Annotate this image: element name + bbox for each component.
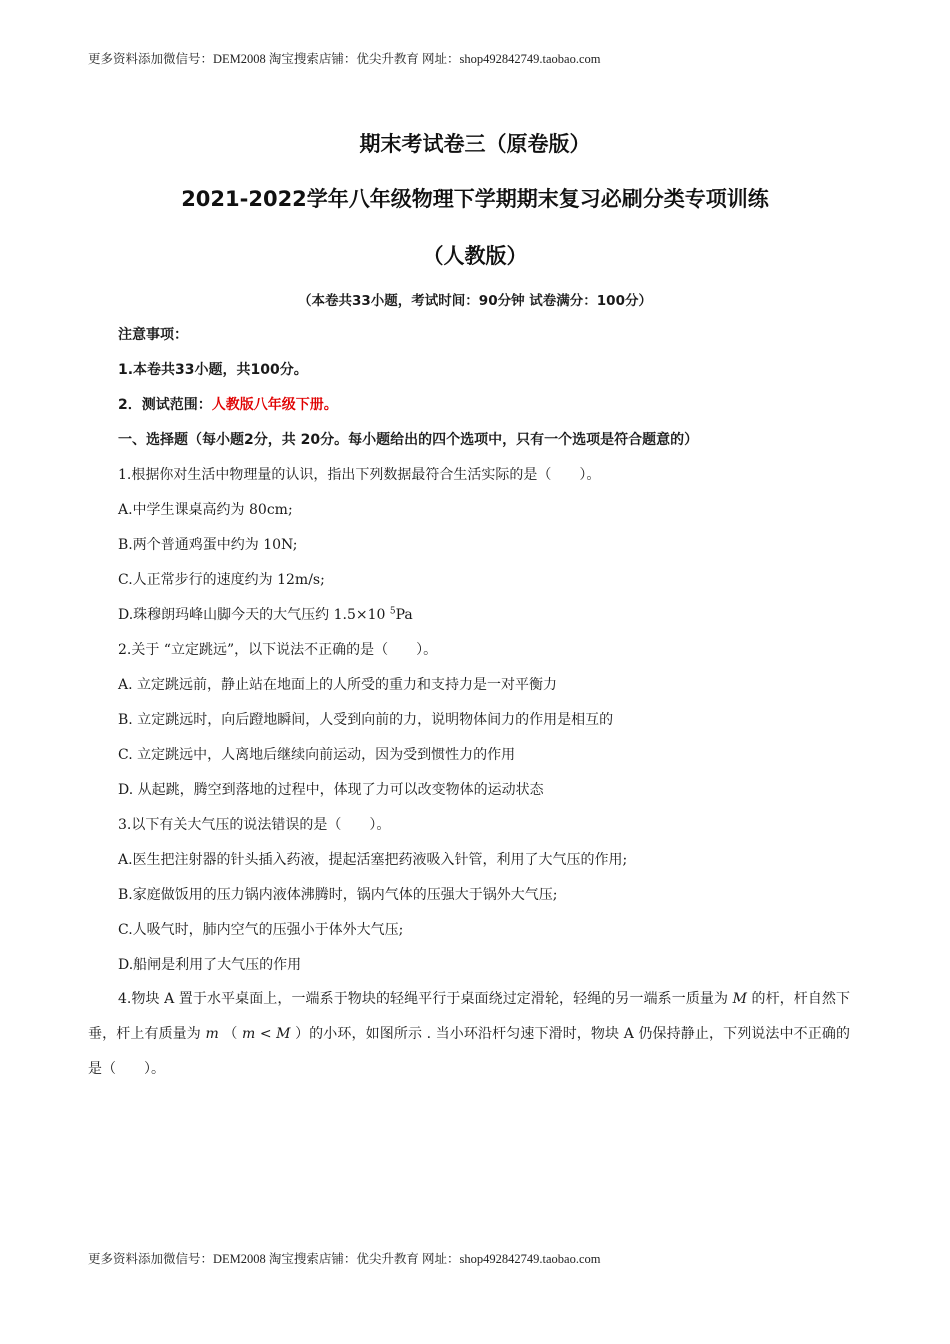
q4-symbol-m-2: m: [242, 1026, 256, 1042]
q3-option-b: B.家庭做饭用的压力锅内液体沸腾时，锅内气体的压强大于锅外大气压;: [118, 887, 558, 903]
note-item-1: 1.本卷共33小题，共100分。: [118, 362, 308, 378]
title-line-1: 期末考试卷三（原卷版）: [359, 132, 591, 156]
q2-option-a: A. 立定跳远前，静止站在地面上的人所受的重力和支持力是一对平衡力: [118, 677, 558, 693]
exponent: 5: [389, 606, 396, 617]
q3-option-d: D.船闸是利用了大气压的作用: [118, 957, 302, 973]
q4-text-4: <: [255, 1026, 277, 1042]
q3-option-c: C.人吸气时，肺内空气的压强小于体外大气压;: [118, 922, 404, 938]
q4-symbol-m: m: [205, 1026, 219, 1042]
q4-symbol-M: M: [732, 991, 747, 1007]
q1-option-d-text: D.珠穆朗玛峰山脚今天的大气压约 1.5×10: [118, 607, 390, 623]
exam-info: （本卷共33小题，考试时间：90分钟 试卷满分：100分）: [298, 293, 652, 309]
q4-text-2: 的杆，杆自然下垂，杆上有质量为: [88, 991, 850, 1042]
q4-text-1: 4.物块 A 置于水平桌面上，一端系于物块的轻绳平行于桌面绕过定滑轮，轻绳的另一端系一质量为: [118, 991, 733, 1007]
page-footer: 更多资料添加微信号：DEM2008 淘宝搜索店铺：优尖升教育 网址：shop492842749.taobao.com: [88, 1252, 601, 1266]
q2-option-c: C. 立定跳远中，人离地后继续向前运动，因为受到惯性力的作用: [118, 747, 516, 763]
page-header: 更多资料添加微信号：DEM2008 淘宝搜索店铺：优尖升教育 网址：shop492842749.taobao.com: [88, 52, 601, 66]
q1-option-a: A.中学生课桌高约为 80cm;: [118, 502, 293, 518]
title-line-2: 2021-2022学年八年级物理下学期期末复习必刷分类专项训练: [181, 187, 769, 211]
q4-stem: [88, 982, 850, 1087]
test-scope: 人教版八年级下册。: [211, 397, 338, 413]
title-line-3: （人教版）: [422, 244, 528, 268]
q2-option-b: B. 立定跳远时，向后蹬地瞬间，人受到向前的力，说明物体间力的作用是相互的: [118, 712, 614, 728]
note-item-2: [118, 394, 338, 414]
q1-stem: 1.根据你对生活中物理量的认识，指出下列数据最符合生活实际的是（ ）。: [118, 467, 601, 483]
unit: Pa: [395, 607, 413, 623]
q4-symbol-M-2: M: [276, 1026, 291, 1042]
q2-option-d: D. 从起跳，腾空到落地的过程中，体现了力可以改变物体的运动状态: [118, 782, 544, 798]
q1-option-b: B.两个普通鸡蛋中约为 10N;: [118, 537, 298, 553]
q4-text-5: ）的小环，如图所示 . 当小环沿杆匀速下滑时，物块 A 仍保持静止，下列说法中不正确的是（ ）。: [88, 1026, 850, 1077]
q1-option-c: C.人正常步行的速度约为 12m/s;: [118, 572, 325, 588]
note-item-2-label: 2．测试范围：: [118, 397, 212, 413]
section-heading: 一、选择题（每小题2分，共 20分。每小题给出的四个选项中，只有一个选项是符合题意的）: [118, 432, 699, 448]
q1-option-d: [118, 604, 413, 624]
q3-stem: 3.以下有关大气压的说法错误的是（ ）。: [118, 817, 391, 833]
q4-text-3: （: [218, 1026, 243, 1042]
notes-heading: 注意事项：: [118, 327, 188, 343]
q3-option-a: A.医生把注射器的针头插入药液，提起活塞把药液吸入针管，利用了大气压的作用;: [118, 852, 628, 868]
q2-stem: 2.关于 “立定跳远”，以下说法不正确的是（ ）。: [118, 642, 438, 658]
